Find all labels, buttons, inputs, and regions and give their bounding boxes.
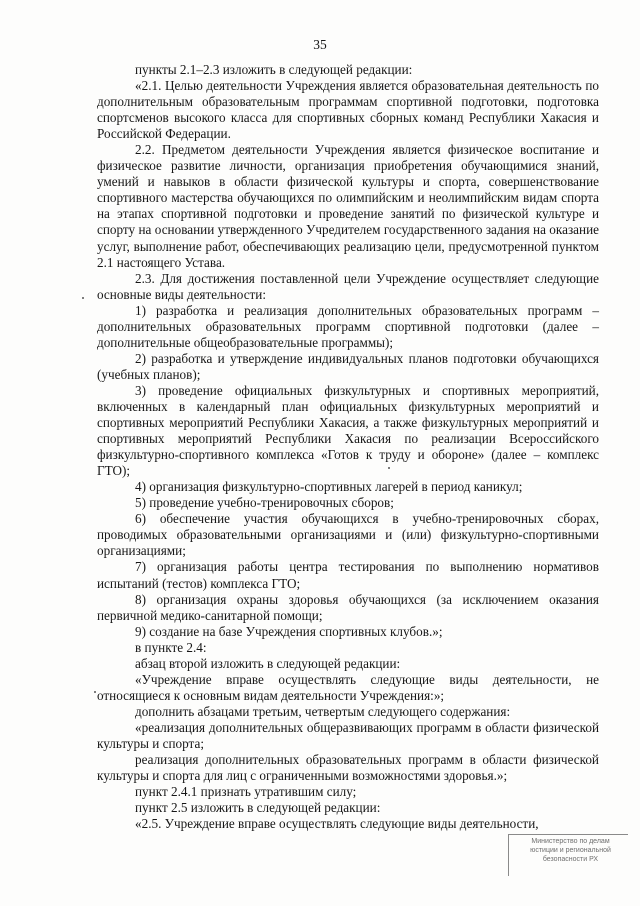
paragraph-2-4-1-repealed: пункт 2.4.1 признать утратившим силу; xyxy=(135,784,357,800)
list-item-3: 3) проведение официальных физкультурных и спортивных мероприятий, включенных в календарный план официальных физкультурных мероприятий и спортивных мероприятий Республики Хакасия, а также физкультурных мероприятий и спортивных мероприятий Республики Хакасия по реализации Всероссийского физкультурно-спортивного комплекса «Готов к труду и обороне» (далее – комплекс ГТО); xyxy=(97,382,599,479)
list-item-9: 9) создание на базе Учреждения спортивных клубов.»; xyxy=(135,623,443,639)
paragraph-add-abzacs: дополнить абзацами третьим, четвертым следующего содержания: xyxy=(135,703,511,719)
list-item-1: 1) разработка и реализация дополнительных образовательных программ – дополнительных образовательных программ спортивной подготовки (далее – дополнительные общеобразовательные программы); xyxy=(97,302,599,350)
paragraph-second-abzac: абзац второй изложить в следующей редакции: xyxy=(135,655,401,671)
paragraph-point-2-4: в пункте 2.4: xyxy=(135,639,207,655)
list-item-5: 5) проведение учебно-тренировочных сборов; xyxy=(135,495,394,511)
list-item-2: 2) разработка и утверждение индивидуальных планов подготовки обучающихся (учебных планов); xyxy=(97,350,599,382)
list-item-6: 6) обеспечение участия обучающихся в учебно-тренировочных сборах, проводимых образовательными организациями и (или) физкультурно-спортивными организациями; xyxy=(97,511,599,559)
paragraph-2-1: «2.1. Целью деятельности Учреждения является образовательная деятельность по дополнительным образовательным программам спортивной подготовки, подготовка спортсменов высокого класса для спортивных сборных команд Республики Хакасия и Российской Федерации. xyxy=(97,78,599,142)
scan-speck xyxy=(388,467,390,469)
scan-speck xyxy=(94,691,96,693)
paragraph-2-2: 2.2. Предметом деятельности Учреждения является физическое воспитание и физическое развитие личности, организация приобретения обучающимися знаний, умений и навыков в области физической культуры и спорта, совершенствование спортивного мастерства обучающихся по олимпийским и неолимпийским видам спорта на этапах спортивной подготовки и проведение занятий по физической культуре и спорту на основании утвержденного Учредителем государственного задания на оказание услуг, выполнение работ, обеспечивающих реализацию цели, предусмотренной пунктом 2.1 настоящего Устава. xyxy=(97,142,599,270)
paragraph-2-3: 2.3. Для достижения поставленной цели Учреждение осуществляет следующие основные виды деятельности: xyxy=(97,270,599,302)
paragraph-intro: пункты 2.1–2.3 изложить в следующей редакции: xyxy=(135,62,413,77)
paragraph-2-5-quote: «2.5. Учреждение вправе осуществлять следующие виды деятельности, xyxy=(135,816,539,832)
list-item-4: 4) организация физкультурно-спортивных лагерей в период каникул; xyxy=(135,479,523,495)
stamp-line-3: безопасности РХ xyxy=(542,856,599,863)
list-item-8: 8) организация охраны здоровья обучающихся (за исключением оказания первичной медико-санитарной помощи; xyxy=(97,591,599,623)
paragraph-general-programs: «реализация дополнительных общеразвивающих программ в области физической культуры и спорта; xyxy=(97,719,599,751)
paragraph-adaptive-programs: реализация дополнительных образовательных программ в области физической культуры и спорта для лиц с ограниченными возможностями здоровья.»; xyxy=(97,752,599,784)
stamp-line-1: Министерство по делам xyxy=(531,838,610,845)
list-item-7: 7) организация работы центра тестирования по выполнению нормативов испытаний (тестов) комплекса ГТО; xyxy=(97,559,599,591)
paragraph-quote-2-4: «Учреждение вправе осуществлять следующие виды деятельности, не относящиеся к основным видам деятельности Учреждения:»; xyxy=(97,671,599,703)
stamp-line-2: юстиции и региональной xyxy=(530,847,611,854)
page-number: 35 xyxy=(313,37,327,52)
registration-stamp xyxy=(508,834,628,876)
paragraph-point-2-5: пункт 2.5 изложить в следующей редакции: xyxy=(135,800,381,816)
scan-speck xyxy=(82,297,84,299)
document-body xyxy=(97,62,599,832)
